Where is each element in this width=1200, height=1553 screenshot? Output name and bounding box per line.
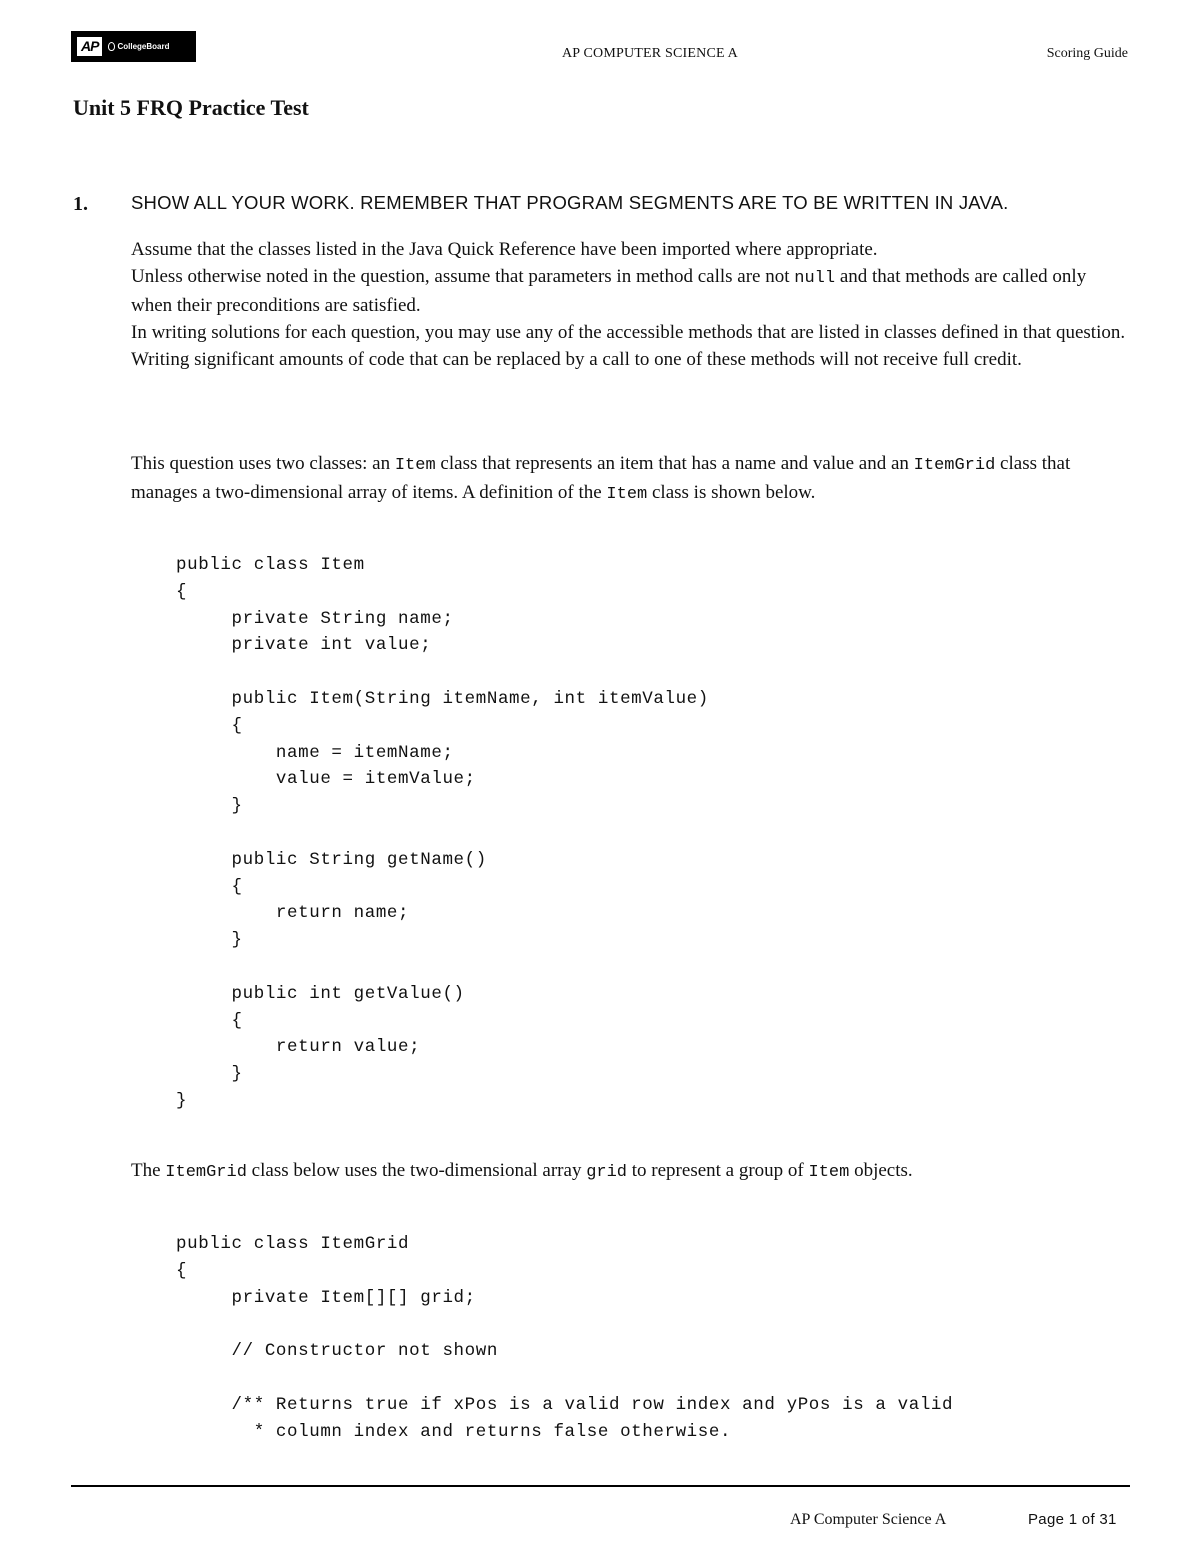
question-number: 1.: [73, 193, 88, 215]
directions-line-3: In writing solutions for each question, you may use any of the accessible methods that are listed in classes defined in that question. Writing significant amounts of code that can be replaced by a call to one of these methods will not receive full credit.: [131, 322, 1126, 370]
college-board-label: CollegeBoard: [117, 42, 170, 51]
general-directions: [131, 236, 1131, 373]
header-doc-type: Scoring Guide: [1046, 46, 1128, 61]
itemgrid-class-code: public class ItemGrid { private Item[][] grid; // Constructor not shown /** Returns true if xPos is a valid row index and yPos is a valid * column index and returns false otherwise.: [176, 1234, 954, 1442]
question-intro: This question uses two classes: an Item class that represents an item that has a name and value and an ItemGrid class that manages a two-dimensional array of items. A definition of the Item class is shown below.: [131, 453, 1071, 504]
page-title: Unit 5 FRQ Practice Test: [73, 95, 309, 120]
question-instruction: SHOW ALL YOUR WORK. REMEMBER THAT PROGRAM SEGMENTS ARE TO BE WRITTEN IN JAVA.: [131, 192, 1009, 213]
footer-divider: [71, 1485, 1130, 1487]
ap-logo-text: AP: [77, 37, 102, 56]
header-course: AP COMPUTER SCIENCE A: [562, 46, 738, 61]
item-class-code: public class Item { private String name; private int value; public Item(String itemName, int itemValue) { name = itemName; value = itemValue; } public String getName() { return name; } public int getValue() { return value; } }: [176, 555, 709, 1111]
directions-line-1: Assume that the classes listed in the Java Quick Reference have been imported where appropriate.: [131, 239, 878, 260]
footer-course: AP Computer Science A: [790, 1511, 947, 1528]
directions-line-2: Unless otherwise noted in the question, assume that parameters in method calls are not null and that methods are called only when their preconditions are satisfied.: [131, 266, 1087, 316]
itemgrid-intro: The ItemGrid class below uses the two-dimensional array grid to represent a group of Item objects.: [131, 1160, 913, 1182]
page-number: Page 1 of 31: [1028, 1511, 1117, 1528]
